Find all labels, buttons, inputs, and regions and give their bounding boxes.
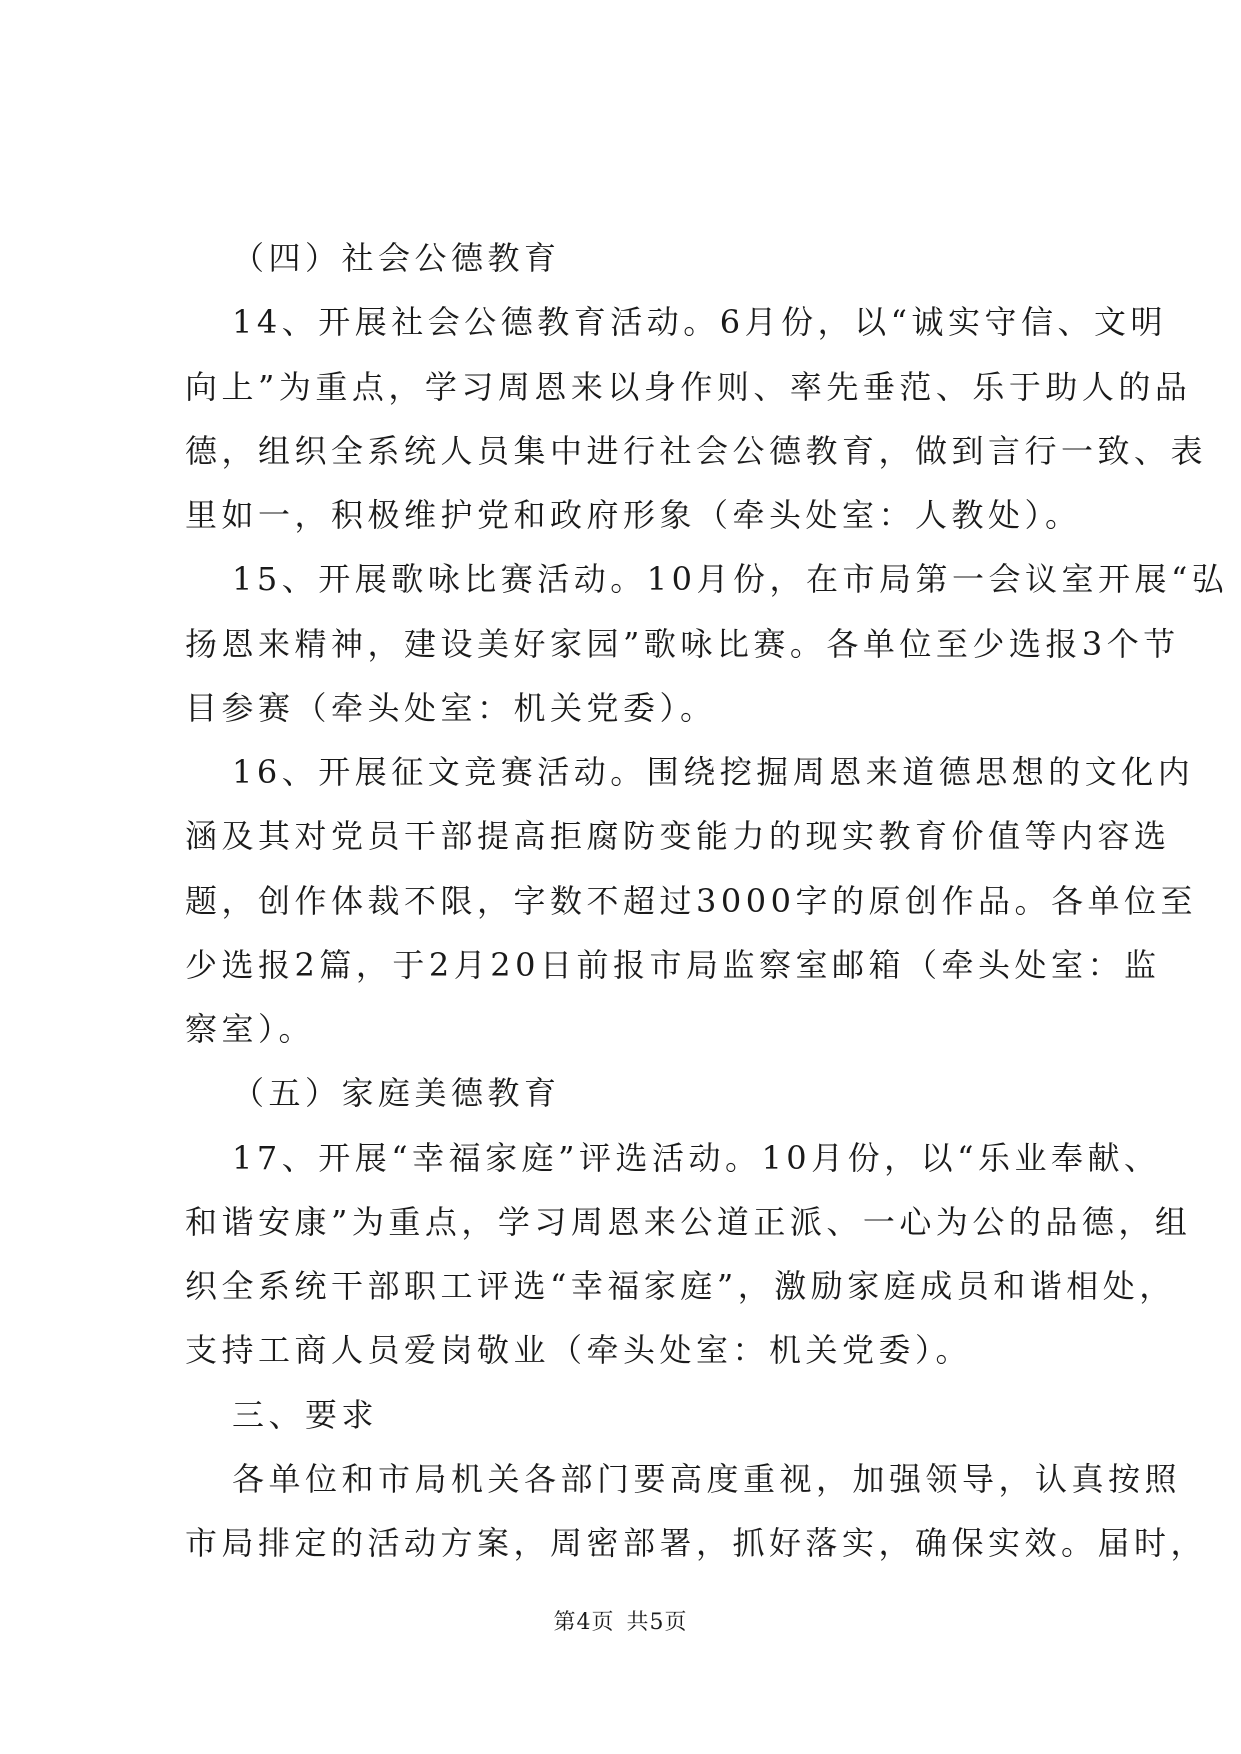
- paragraph-line: 织全系统干部职工评选“幸福家庭”，激励家庭成员和谐相处，: [185, 1267, 1176, 1305]
- paragraph-line: 和谐安康”为重点，学习周恩来公道正派、一心为公的品德，组: [185, 1203, 1192, 1241]
- paragraph-line: 扬恩来精神，建设美好家园”歌咏比赛。各单位至少选报3个节: [185, 625, 1180, 663]
- section-heading-requirements: 三、要求: [232, 1396, 379, 1434]
- paragraph-line: 涵及其对党员干部提高拒腐防变能力的现实教育价值等内容选: [185, 817, 1171, 855]
- page-number-total: 共5页: [626, 1610, 688, 1635]
- paragraph-line: 向上”为重点，学习周恩来以身作则、率先垂范、乐于助人的品: [185, 368, 1192, 406]
- paragraph-line: 察室）。: [185, 1010, 316, 1048]
- paragraph-line: 里如一，积极维护党和政府形象（牵头处室：人教处）。: [185, 496, 1082, 534]
- paragraph-line: 各单位和市局机关各部门要高度重视，加强领导，认真按照: [232, 1460, 1182, 1498]
- page-footer: [0, 1606, 1241, 1640]
- paragraph-line: 16、开展征文竞赛活动。围绕挖掘周恩来道德思想的文化内: [232, 753, 1195, 791]
- paragraph-line: 题，创作体裁不限，字数不超过3000字的原创作品。各单位至: [185, 882, 1197, 920]
- section-heading-social-morality: （四）社会公德教育: [232, 239, 561, 277]
- paragraph-line: 市局排定的活动方案，周密部署，抓好落实，确保实效。届时，: [185, 1524, 1208, 1562]
- paragraph-line: 少选报2篇，于2月20日前报市局监察室邮箱（牵头处室：监: [185, 946, 1161, 984]
- section-heading-family-virtue: （五）家庭美德教育: [232, 1074, 561, 1112]
- paragraph-line: 目参赛（牵头处室：机关党委）。: [185, 689, 717, 727]
- paragraph-line: 17、开展“幸福家庭”评选活动。10月份，以“乐业奉献、: [232, 1139, 1161, 1177]
- paragraph-line: 15、开展歌咏比赛活动。10月份，在市局第一会议室开展“弘: [232, 560, 1229, 598]
- paragraph-line: 德，组织全系统人员集中进行社会公德教育，做到言行一致、表: [185, 432, 1208, 470]
- page-number-current: 第4页: [553, 1610, 615, 1635]
- paragraph-line: 14、开展社会公德教育活动。6月份，以“诚实守信、文明: [232, 303, 1167, 341]
- paragraph-line: 支持工商人员爱岗敬业（牵头处室：机关党委）。: [185, 1331, 973, 1369]
